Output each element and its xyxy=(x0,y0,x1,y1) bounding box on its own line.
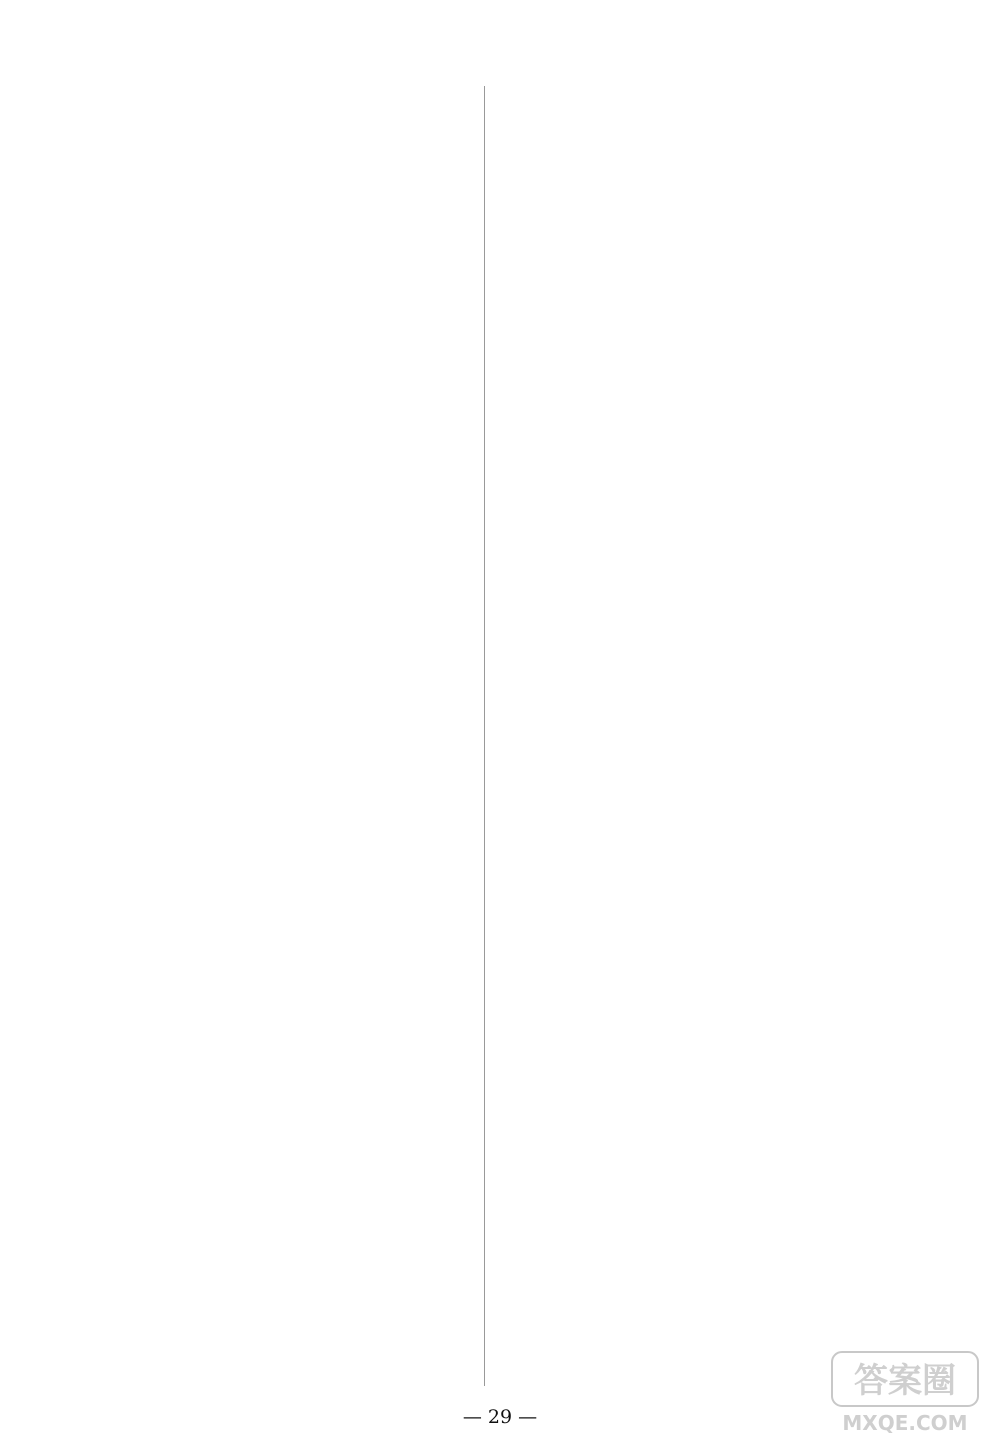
column-divider xyxy=(484,86,485,1386)
page-number: — 29 — xyxy=(462,1406,538,1428)
watermark-text-top: 答案圈 xyxy=(854,1361,956,1401)
watermark-text-bottom: MXQE.COM xyxy=(842,1411,968,1435)
watermark-logo xyxy=(830,1348,980,1436)
